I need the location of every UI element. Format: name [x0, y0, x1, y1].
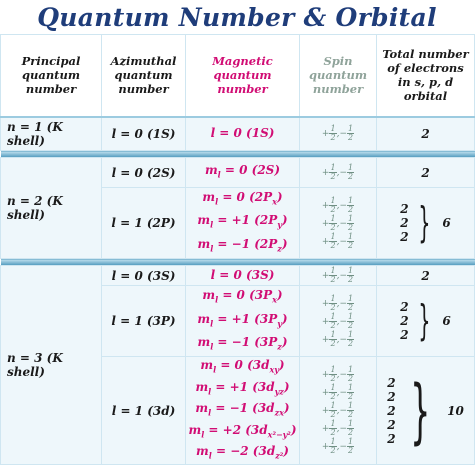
- spin-cell: [300, 188, 377, 259]
- spin-cell: [300, 158, 377, 188]
- electron-count: 2: [400, 230, 409, 245]
- azimuthal-cell: l = 0 (2S): [102, 158, 186, 188]
- page-title: Quantum Number & Orbital: [37, 3, 437, 32]
- total-cell: [377, 188, 475, 259]
- principal-cell: n = 1 (K shell): [1, 117, 102, 151]
- magnetic-cell: [186, 357, 300, 465]
- total-cell: 2: [377, 117, 475, 151]
- magnetic-cell: [186, 286, 300, 357]
- magnetic-value: $m_l = +1$ $(3P_y)$: [197, 311, 288, 328]
- right-brace-icon: }: [417, 296, 431, 346]
- magnetic-value: $m_l = -1$ $(3d_{zx})$: [195, 401, 290, 418]
- header-magnetic: Magnetic quantum number: [186, 35, 300, 117]
- magnetic-value: $m_l = 0$ $(3d_{xy})$: [200, 358, 285, 375]
- magnetic-value: $m_l = 0$ $(3P_x)$: [202, 288, 283, 305]
- spin-value: + $\frac{1}{2}$ ,− $\frac{1}{2}$: [321, 231, 354, 250]
- total-cell: 2: [377, 158, 475, 188]
- azimuthal-cell: l = 0 (1S): [102, 117, 186, 151]
- electron-count: 2: [400, 216, 409, 231]
- spin-value: + $\frac{1}{2}$ ,− $\frac{1}{2}$: [321, 329, 354, 348]
- principal-cell: n = 2 (K shell): [1, 158, 102, 259]
- header-principal: Principal quantum number: [1, 35, 102, 117]
- electron-total: 6: [442, 314, 451, 329]
- header-azimuthal: Azimuthal quantum number: [102, 35, 186, 117]
- magnetic-cell: [186, 188, 300, 259]
- magnetic-value: $m_l = +2$ $(3d_{x^2-y^2})$: [188, 422, 297, 439]
- electron-count: 2: [400, 300, 409, 315]
- electron-count: 2: [387, 431, 396, 446]
- electron-total: 6: [442, 216, 451, 231]
- spin-value: + $\frac{1}{2}$ ,− $\frac{1}{2}$: [321, 213, 354, 232]
- azimuthal-cell: l = 1 (3P): [102, 286, 186, 357]
- table-row: [1, 158, 475, 188]
- electron-count: 2: [387, 375, 396, 390]
- total-cell: [377, 286, 475, 357]
- right-brace-icon: }: [417, 198, 431, 248]
- total-cell: [377, 357, 475, 465]
- spin-value: + $\frac{1}{2}$ ,− $\frac{1}{2}$: [321, 311, 354, 330]
- spin-value: + $\frac{1}{2}$ ,− $\frac{1}{2}$: [321, 401, 354, 420]
- electron-count: 2: [400, 328, 409, 343]
- magnetic-value: $m_l = +1$ $(3d_{yz})$: [195, 379, 290, 397]
- section-divider: [1, 151, 475, 158]
- spin-value: + $\frac{1}{2}$ ,− $\frac{1}{2}$: [321, 124, 354, 143]
- magnetic-cell: $m_l = 0$ (2S): [186, 158, 300, 188]
- spin-value: + $\frac{1}{2}$ ,− $\frac{1}{2}$: [321, 437, 354, 456]
- electron-count: 2: [387, 417, 396, 432]
- spin-cell: [300, 286, 377, 357]
- spin-value: + $\frac{1}{2}$ ,− $\frac{1}{2}$: [321, 163, 354, 181]
- header-spin: Spin quantum number: [300, 35, 377, 117]
- spin-cell: [300, 357, 377, 465]
- magnetic-value: $m_l = 0$ $(2P_x)$: [202, 190, 283, 207]
- electron-count: 2: [400, 202, 409, 217]
- spin-cell: [300, 117, 377, 151]
- table-row: [1, 117, 475, 151]
- electron-count: 2: [387, 389, 396, 404]
- spin-value: + $\frac{1}{2}$ ,− $\frac{1}{2}$: [321, 293, 354, 312]
- azimuthal-cell: l = 1 (3d): [102, 357, 186, 465]
- spin-value: + $\frac{1}{2}$ ,− $\frac{1}{2}$: [321, 419, 354, 438]
- quantum-number-table: [0, 34, 475, 465]
- principal-cell: n = 3 (K shell): [1, 266, 102, 465]
- magnetic-value: $m_l = -2$ $(3d_{z^2})$: [196, 443, 289, 461]
- table-row: [1, 266, 475, 286]
- electron-count: 2: [387, 403, 396, 418]
- azimuthal-cell: l = 0 (3S): [102, 266, 186, 286]
- magnetic-value: $m_l = +1$ $(2P_y)$: [197, 213, 288, 230]
- spin-cell: [300, 266, 377, 286]
- magnetic-value: $m_l = -1$ $(3P_z)$: [197, 334, 288, 352]
- azimuthal-cell: l = 1 (2P): [102, 188, 186, 259]
- spin-value: + $\frac{1}{2}$ ,− $\frac{1}{2}$: [321, 266, 354, 285]
- header-row: [1, 35, 475, 117]
- total-cell: 2: [377, 266, 475, 286]
- electron-count: 2: [400, 314, 409, 329]
- spin-value: + $\frac{1}{2}$ ,− $\frac{1}{2}$: [321, 383, 354, 402]
- spin-value: + $\frac{1}{2}$ ,− $\frac{1}{2}$: [321, 365, 354, 384]
- electron-total: 10: [447, 403, 464, 418]
- magnetic-cell: l = 0 (1S): [186, 117, 300, 151]
- magnetic-cell: l = 0 (3S): [186, 266, 300, 286]
- spin-value: + $\frac{1}{2}$ ,− $\frac{1}{2}$: [321, 195, 354, 214]
- section-divider: [1, 259, 475, 266]
- header-total: Total number of electrons in s, p, d orbital: [377, 35, 475, 117]
- magnetic-value: $m_l = -1$ $(2P_z)$: [197, 236, 288, 254]
- right-brace-icon: }: [409, 369, 430, 452]
